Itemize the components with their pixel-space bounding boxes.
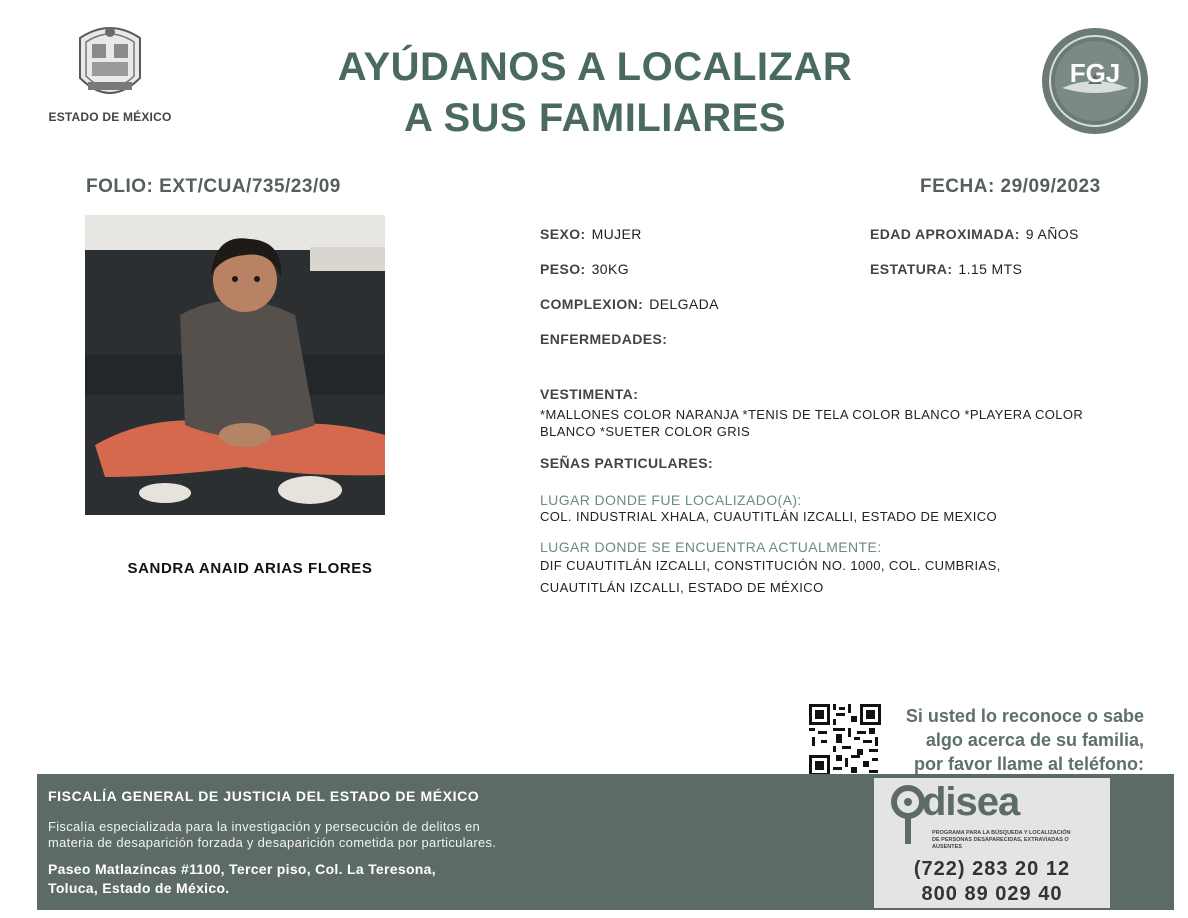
state-coat-of-arms-icon <box>70 18 150 104</box>
footer-addr-line-2: Toluca, Estado de México. <box>48 880 230 896</box>
actual-value <box>540 555 1150 599</box>
sexo-field <box>540 226 642 242</box>
vestimenta-line-1: *MALLONES COLOR NARANJA *TENIS DE TELA COLOR BLANCO *PLAYERA COLOR <box>540 407 1084 422</box>
estado-de-mexico-logo <box>40 18 180 124</box>
vestimenta-label: VESTIMENTA: <box>540 386 639 402</box>
complexion-label: COMPLEXION: <box>540 296 644 312</box>
state-logo-caption: ESTADO DE MÉXICO <box>48 110 172 124</box>
senas-label: SEÑAS PARTICULARES: <box>540 455 714 471</box>
actual-label: LUGAR DONDE SE ENCUENTRA ACTUALMENTE: <box>540 539 882 555</box>
footer-title: FISCALÍA GENERAL DE JUSTICIA DEL ESTADO DE MÉXICO <box>48 788 480 804</box>
odisea-brand: disea <box>922 780 1020 824</box>
fgj-seal-text: FGJ <box>1069 58 1121 88</box>
magnifier-pin-icon <box>890 784 926 846</box>
localizado-label: LUGAR DONDE FUE LOCALIZADO(A): <box>540 492 802 508</box>
person-photo <box>85 215 385 515</box>
title-line-1: AYÚDANOS A LOCALIZAR <box>337 45 853 89</box>
complexion-field <box>540 296 719 312</box>
folio: FOLIO: EXT/CUA/735/23/09 <box>86 176 341 197</box>
fecha: FECHA: 29/09/2023 <box>920 176 1101 197</box>
footer-description <box>48 819 648 851</box>
footer-desc-line-2: materia de desaparición forzada y desaparición cometida por particulares. <box>48 835 497 850</box>
odisea-program-line-3: AUSENTES <box>932 844 962 850</box>
estatura-value: 1.15 MTS <box>958 261 1023 277</box>
call-line-2: algo acerca de su familia, <box>925 730 1144 750</box>
phone-2[interactable]: 800 89 029 40 <box>921 883 1063 905</box>
vestimenta-text <box>540 406 1150 440</box>
peso-label: PESO: <box>540 261 586 277</box>
odisea-program <box>932 830 1102 851</box>
sexo-label: SEXO: <box>540 226 586 242</box>
enfermedades-label: ENFERMEDADES: <box>540 331 668 347</box>
footer-address <box>48 860 568 898</box>
actual-line-2: CUAUTITLÁN IZCALLI, ESTADO DE MÉXICO <box>540 580 824 595</box>
estatura-field <box>870 261 1022 277</box>
footer-desc-line-1: Fiscalía especializada para la investigación y persecución de delitos en <box>48 819 481 834</box>
estatura-label: ESTATURA: <box>870 261 953 277</box>
odisea-program-line-1: PROGRAMA PARA LA BÚSQUEDA Y LOCALIZACIÓN <box>932 830 1071 836</box>
odisea-panel <box>874 778 1110 908</box>
edad-value: 9 AÑOS <box>1025 226 1079 242</box>
localizado-value: COL. INDUSTRIAL XHALA, CUAUTITLÁN IZCALLI, ESTADO DE MEXICO <box>540 509 998 524</box>
vestimenta-line-2: BLANCO *SUETER COLOR GRIS <box>540 424 751 439</box>
call-line-1: Si usted lo reconoce o sabe <box>905 706 1144 726</box>
fgj-logo <box>1040 26 1150 136</box>
peso-value: 30KG <box>591 261 629 277</box>
peso-field <box>540 261 629 277</box>
complexion-value: DELGADA <box>649 296 719 312</box>
poster-title <box>250 42 940 144</box>
fgj-seal-icon <box>1040 26 1150 136</box>
call-line-3: por favor llame al teléfono: <box>913 754 1144 774</box>
actual-line-1: DIF CUAUTITLÁN IZCALLI, CONSTITUCIÓN NO. 1000, COL. CUMBRIAS, <box>540 558 1001 573</box>
phone-1[interactable]: (722) 283 20 12 <box>913 858 1071 880</box>
person-name: SANDRA ANAID ARIAS FLORES <box>127 560 373 577</box>
odisea-program-line-2: DE PERSONAS DESAPARECIDAS, EXTRAVIADAS O <box>932 837 1069 843</box>
footer-addr-line-1: Paseo Matlazíncas #1100, Tercer piso, Col. La Teresona, <box>48 861 436 877</box>
edad-label: EDAD APROXIMADA: <box>870 226 1020 242</box>
edad-field <box>870 226 1079 242</box>
call-to-action <box>870 704 1144 776</box>
sexo-value: MUJER <box>591 226 642 242</box>
title-line-2: A SUS FAMILIARES <box>403 96 787 140</box>
